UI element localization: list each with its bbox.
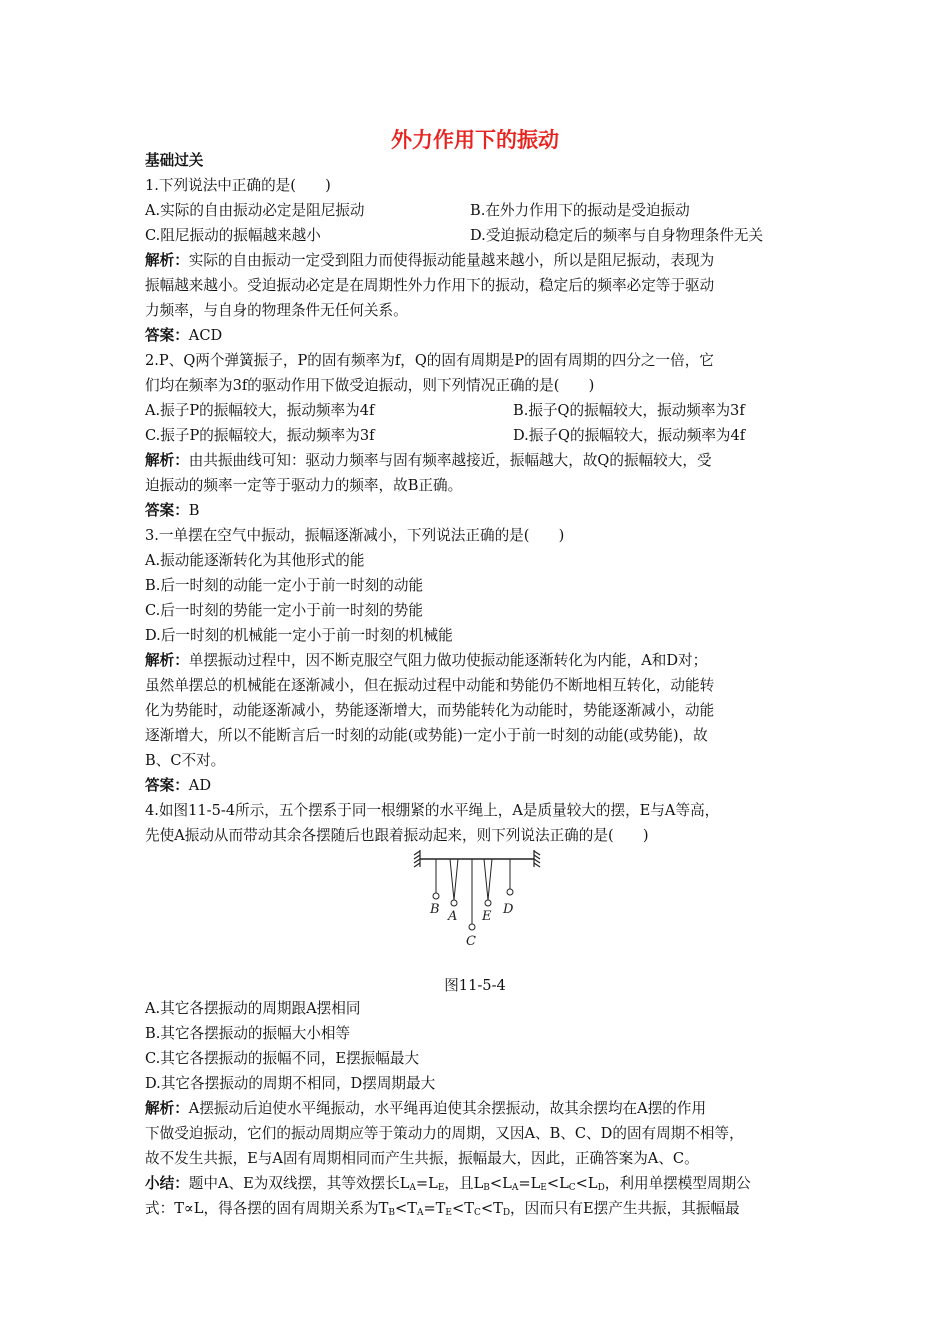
q2-option-b: B.振子Q的振幅较大，振动频率为3f bbox=[513, 402, 745, 419]
left-wall bbox=[414, 850, 420, 867]
pendulum-a-bob bbox=[451, 900, 457, 906]
q1-analysis-line: 振幅越来越小。受迫振动必定是在周期性外力作用下的振动，稳定后的频率必定等于驱动 bbox=[145, 277, 715, 294]
subscript: D bbox=[502, 1208, 511, 1218]
pendulum-figure bbox=[412, 845, 542, 970]
summary-text: 式：T∝L，得各摆的固有周期关系为T bbox=[145, 1200, 389, 1217]
pendulum-e-string bbox=[484, 859, 488, 900]
q3-option-d: D.后一时刻的机械能一定小于前一时刻的机械能 bbox=[145, 627, 453, 644]
label-e: E bbox=[482, 909, 492, 924]
q1-option-a: A.实际的自由振动必定是阻尼振动 bbox=[145, 202, 365, 219]
q1-analysis-line bbox=[145, 251, 714, 271]
q2-option-c: C.振子P的振幅较大，振动频率为3f bbox=[145, 427, 375, 444]
analysis-label: 解析： bbox=[145, 652, 189, 669]
subscript: A bbox=[416, 1208, 424, 1218]
summary-text: <L bbox=[489, 1175, 512, 1192]
analysis-text: 由共振曲线可知：驱动力频率与固有频率越接近，振幅越大，故Q的振幅较大，受 bbox=[188, 452, 712, 469]
summary-text: <T bbox=[480, 1200, 503, 1217]
q3-analysis-line: 化为势能时，动能逐渐减小，势能逐渐增大，而势能转化为动能时，势能逐渐减小，动能 bbox=[145, 702, 715, 719]
q4-stem: 先使A振动从而带动其余各摆随后也跟着振动起来，则下列说法正确的是( ) bbox=[145, 827, 649, 844]
answer-label: 答案： bbox=[145, 502, 189, 519]
label-b: B bbox=[430, 902, 440, 917]
q2-stem: 2.P、Q两个弹簧振子，P的固有频率为f，Q的固有周期是P的固有周期的四分之一倍，它 bbox=[145, 352, 714, 369]
label-c: C bbox=[466, 934, 476, 949]
q4-summary-line bbox=[145, 1174, 751, 1198]
answer-value: B bbox=[188, 502, 200, 519]
q4-option-d: D.其它各摆振动的周期不相同，D摆周期最大 bbox=[145, 1075, 436, 1092]
q1-option-c: C.阻尼振动的振幅越来越小 bbox=[145, 227, 321, 244]
q3-option-a: A.振动能逐渐转化为其他形式的能 bbox=[145, 552, 365, 569]
q3-analysis-line: 虽然单摆总的机械能在逐渐减小，但在振动过程中动能和势能仍不断地相互转化，动能转 bbox=[145, 677, 715, 694]
q2-analysis-line: 迫振动的频率一定等于驱动力的频率，故B正确。 bbox=[145, 477, 463, 494]
subscript: E bbox=[437, 1183, 445, 1193]
right-wall bbox=[534, 850, 540, 867]
q4-option-a: A.其它各摆振动的周期跟A摆相同 bbox=[145, 1000, 361, 1017]
pendulum-e-string bbox=[488, 859, 492, 900]
q4-analysis-line: 下做受迫振动，它们的振动周期应等于策动力的周期，又因A、B、C、D的固有周期不相等， bbox=[145, 1125, 744, 1142]
q4-analysis-line bbox=[145, 1099, 706, 1119]
figure-caption: 图11-5-4 bbox=[444, 977, 506, 994]
q3-analysis-line: B、C不对。 bbox=[145, 752, 226, 769]
q2-answer bbox=[145, 501, 200, 521]
q3-answer bbox=[145, 776, 211, 796]
analysis-text: 单摆振动过程中，因不断克服空气阻力做功使振动能逐渐转化为内能，A和D对； bbox=[188, 652, 708, 669]
analysis-label: 解析： bbox=[145, 452, 189, 469]
q1-stem: 1.下列说法中正确的是( ) bbox=[145, 177, 331, 194]
q2-option-d: D.振子Q的振幅较大，振动频率为4f bbox=[513, 427, 746, 444]
q4-option-b: B.其它各摆振动的振幅大小相等 bbox=[145, 1025, 351, 1042]
q3-option-b: B.后一时刻的动能一定小于前一时刻的动能 bbox=[145, 577, 424, 594]
summary-text: =L bbox=[518, 1175, 541, 1192]
answer-label: 答案： bbox=[145, 327, 189, 344]
section-heading: 基础过关 bbox=[145, 152, 204, 169]
pendulum-d-bob bbox=[507, 889, 513, 895]
q4-option-c: C.其它各摆振动的振幅不同，E摆振幅最大 bbox=[145, 1050, 420, 1067]
label-a: A bbox=[448, 909, 458, 924]
answer-label: 答案： bbox=[145, 777, 189, 794]
q1-option-d: D.受迫振动稳定后的频率与自身物理条件无关 bbox=[470, 227, 764, 244]
summary-text: 题中A、E为双线摆，其等效摆长L bbox=[188, 1175, 410, 1192]
q4-analysis-line: 故不发生共振，E与A固有周期相同而产生共振，振幅最大，因此，正确答案为A、C。 bbox=[145, 1150, 699, 1167]
q3-option-c: C.后一时刻的势能一定小于前一时刻的势能 bbox=[145, 602, 423, 619]
pendulum-b-bob bbox=[433, 893, 439, 899]
q2-analysis-line bbox=[145, 451, 712, 471]
summary-text: ，且L bbox=[444, 1175, 484, 1192]
q3-stem: 3.一单摆在空气中振动，振幅逐渐减小，下列说法正确的是( ) bbox=[145, 527, 565, 544]
pendulum-a-string bbox=[454, 859, 458, 900]
summary-label: 小结： bbox=[145, 1175, 189, 1192]
subscript: A bbox=[409, 1183, 416, 1193]
q1-analysis-line: 力频率，与自身的物理条件无任何关系。 bbox=[145, 302, 408, 319]
q2-option-a: A.振子P的振幅较大，振动频率为4f bbox=[145, 402, 375, 419]
analysis-label: 解析： bbox=[145, 252, 189, 269]
q1-answer bbox=[145, 326, 222, 346]
page-title: 外力作用下的振动 bbox=[391, 128, 559, 152]
pendulum-a-string bbox=[450, 859, 454, 900]
answer-value: ACD bbox=[188, 327, 223, 344]
summary-text: <T bbox=[394, 1200, 417, 1217]
q1-option-b: B.在外力作用下的振动是受迫振动 bbox=[470, 202, 690, 219]
analysis-label: 解析： bbox=[145, 1100, 189, 1117]
subscript: A bbox=[511, 1183, 519, 1193]
label-d: D bbox=[503, 902, 514, 917]
subscript: B bbox=[483, 1183, 490, 1193]
q4-summary-line bbox=[145, 1199, 740, 1223]
subscript: E bbox=[445, 1208, 452, 1218]
summary-text: <L bbox=[575, 1175, 598, 1192]
q3-analysis-line: 逐渐增大，所以不能断言后一时刻的动能(或势能)一定小于前一时刻的动能(或势能)，故 bbox=[145, 727, 708, 744]
subscript: C bbox=[568, 1183, 576, 1193]
analysis-text: A摆振动后迫使水平绳振动，水平绳再迫使其余摆振动，故其余摆均在A摆的作用 bbox=[188, 1100, 707, 1117]
pendulum-e-bob bbox=[485, 900, 491, 906]
pendulum-c-bob bbox=[469, 924, 475, 930]
subscript: C bbox=[473, 1208, 481, 1218]
q4-stem: 4.如图11-5-4所示，五个摆系于同一根绷紧的水平绳上，A是质量较大的摆，E与A等高， bbox=[145, 802, 720, 819]
subscript: B bbox=[388, 1208, 395, 1218]
summary-text: <L bbox=[546, 1175, 569, 1192]
q3-analysis-line bbox=[145, 651, 707, 671]
summary-text: =T bbox=[423, 1200, 446, 1217]
summary-text: ，利用单摆模型周期公 bbox=[604, 1175, 751, 1192]
subscript: E bbox=[540, 1183, 547, 1193]
summary-text: ，因而只有E摆产生共振，其振幅最 bbox=[510, 1200, 740, 1217]
summary-text: <T bbox=[452, 1200, 474, 1217]
analysis-text: 实际的自由振动一定受到阻力而使得振动能量越来越小，所以是阻尼振动，表现为 bbox=[188, 252, 715, 269]
answer-value: AD bbox=[188, 777, 212, 794]
summary-text: =L bbox=[415, 1175, 438, 1192]
q2-stem: 们均在频率为3f的驱动作用下做受迫振动，则下列情况正确的是( ) bbox=[145, 377, 595, 394]
subscript: D bbox=[597, 1183, 605, 1193]
